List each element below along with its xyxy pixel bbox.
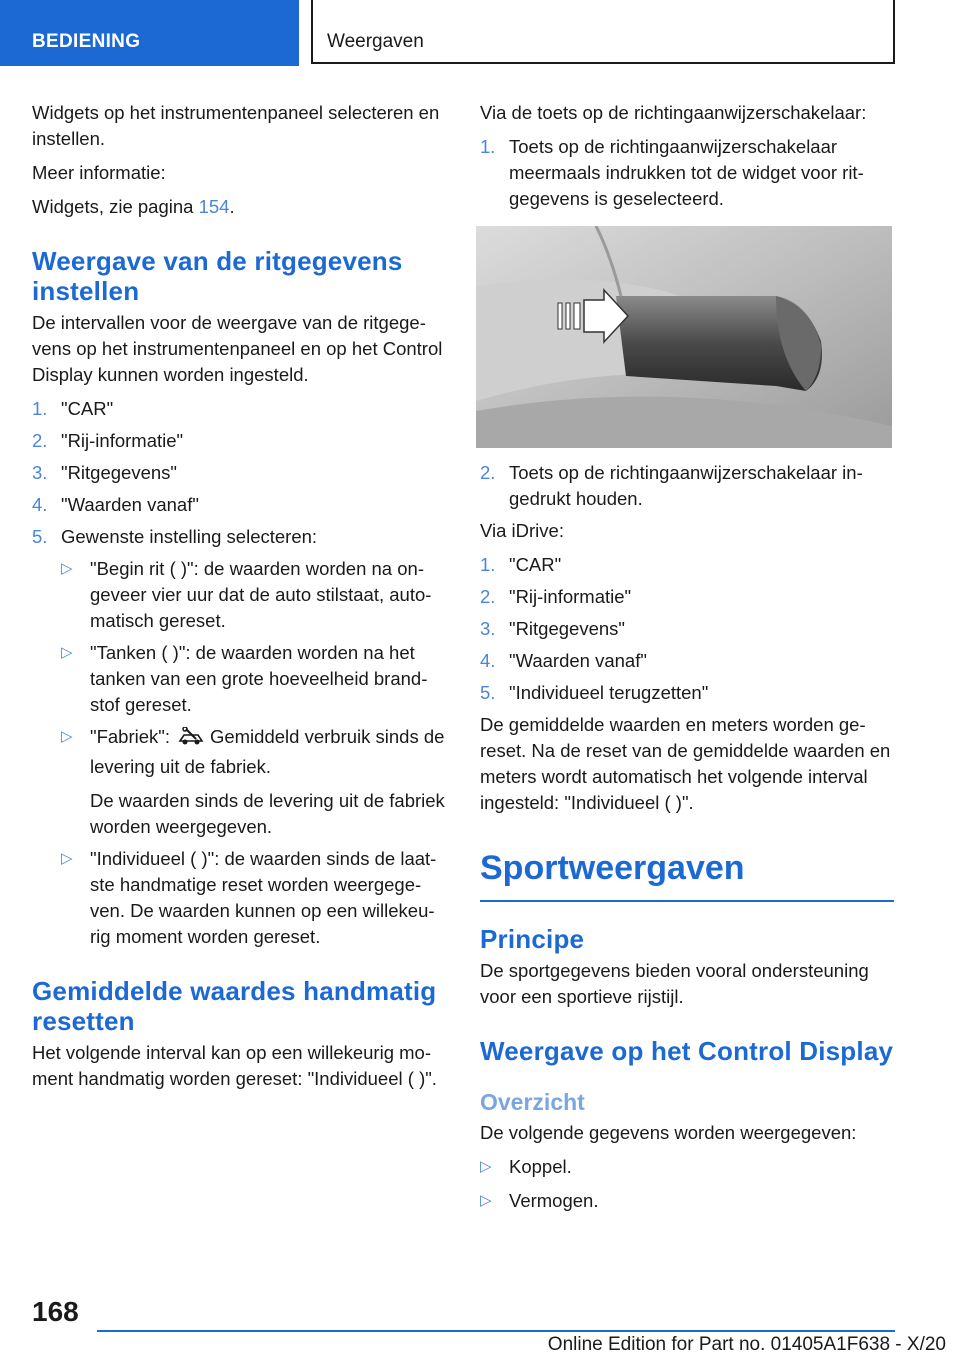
reset-body: De gemiddelde waarden en meters worden gereset. Na de reset van de gemiddelde waarden en meters wordt automatisch het volgende interval ingesteld: "Individueel ( )". [480, 714, 891, 813]
intro-text: Widgets op het instrumentenpaneel selecteren en instellen. [32, 102, 440, 149]
list-item: ▷ Vermogen. [480, 1188, 894, 1214]
widgets-reference: Widgets, zie pagina 154. [32, 196, 235, 217]
list-item: 2. "Rij-informatie" [32, 430, 184, 451]
turn-signal-lever-photo [476, 226, 892, 448]
page-link-154[interactable]: 154 [198, 196, 230, 217]
list-item: 5. "Individueel terugzetten" [480, 682, 709, 703]
edition-text: Online Edition for Part no. 01405A1F638 - X/20 [547, 1334, 946, 1355]
overzicht-body: De volgende gegevens worden weergegeven: [480, 1122, 857, 1143]
triangle-bullet-icon: ▷ [480, 1158, 492, 1175]
list-item: 4. "Waarden vanaf" [32, 494, 199, 515]
list-item: 2. Toets op de richtingaanwijzerschakelaar ingedrukt houden. [480, 462, 863, 509]
section-body-reset: Het volgende interval kan op een willekeurig moment handmatig worden gereset: "Individueel ( )". [32, 1042, 437, 1089]
chapter-title: Weergaven [311, 0, 895, 64]
more-info-label: Meer informatie: [32, 162, 166, 183]
idrive-steps-list [480, 552, 894, 706]
list-item: 5. Gewenste instelling selecteren: ▷ "Begin rit ( )": de waarden worden na ongeveer vier uur dat de auto stilstaat, automatisch gereset. ▷ "Tanken ( )": de waarden worden na het tanken van een grote hoeveelheid brandstof gereset. ▷ "Fabriek": Gemiddeld verbruik sinds de levering uit de fabriek. De waarden sinds de levering uit de fabriek worden weergegeven. ▷ "Individueel ( )": de waarden sinds de laatste handmatige reset worden weergegeven. De waarden kunnen op een willekeurig moment worden gereset. [32, 524, 446, 950]
list-item: 1. "CAR" [480, 554, 562, 575]
section-title-principe: Principe [480, 924, 585, 954]
triangle-bullet-icon: ▷ [61, 728, 73, 745]
subsection-title-overzicht: Overzicht [480, 1089, 585, 1115]
list-item: 1. "CAR" [32, 398, 114, 419]
triangle-bullet-icon: ▷ [61, 644, 73, 661]
section-tab: BEDIENING [0, 0, 299, 66]
via-idrive-label: Via iDrive: [480, 520, 564, 541]
triangle-bullet-icon: ▷ [480, 1192, 492, 1209]
list-item: 3. "Ritgegevens" [480, 618, 625, 639]
page-number: 168 [32, 1296, 79, 1327]
principe-body: De sportgegevens bieden vooral ondersteuning voor een sportieve rijstijl. [480, 960, 869, 1007]
section-body-ritgegevens: De intervallen voor de weergave van de ritgegevens op het instrumentenpaneel en op het Control Display kunnen worden ingesteld. [32, 312, 443, 385]
list-item: 1. Toets op de richtingaanwijzerschakelaar meermaals indrukken tot de widget voor ritgegevens is geselecteerd. [480, 136, 864, 209]
via-toets-label: Via de toets op de richtingaanwijzerschakelaar: [480, 102, 867, 123]
chapter-heading-sportweergaven: Sportweergaven [480, 848, 894, 902]
footer-divider [97, 1330, 895, 1332]
list-item: 2. "Rij-informatie" [480, 586, 632, 607]
section-title-control-display: Weergave op het Control Display [480, 1036, 894, 1066]
left-column [32, 100, 446, 1100]
option-item: ▷ "Begin rit ( )": de waarden worden na ongeveer vier uur dat de auto stilstaat, automatisch gereset. [61, 558, 432, 631]
list-item: ▷ Koppel. [480, 1154, 894, 1180]
list-item: 3. "Ritgegevens" [32, 462, 177, 483]
steps-list [32, 396, 446, 950]
page-header [0, 0, 960, 66]
triangle-bullet-icon: ▷ [61, 560, 73, 577]
section-title-reset: Gemiddelde waardes handmatig resetten [32, 976, 437, 1036]
triangle-bullet-icon: ▷ [61, 850, 73, 867]
section-title-ritgegevens: Weergave van de ritgegevens instellen [32, 246, 403, 306]
option-item: ▷ "Individueel ( )": de waarden sinds de laatste handmatige reset worden weergegeven. De waarden kunnen op een willekeurig moment worden gereset. [61, 848, 437, 947]
right-column [480, 100, 894, 1222]
wrench-car-icon [176, 727, 206, 754]
option-item: ▷ "Fabriek": Gemiddeld verbruik sinds de levering uit de fabriek. De waarden sinds de levering uit de fabriek worden weergegeven. [61, 726, 445, 837]
option-item: ▷ "Tanken ( )": de waarden worden na het tanken van een grote hoeveelheid brandstof gereset. [61, 642, 428, 715]
list-item: 4. "Waarden vanaf" [480, 650, 647, 671]
